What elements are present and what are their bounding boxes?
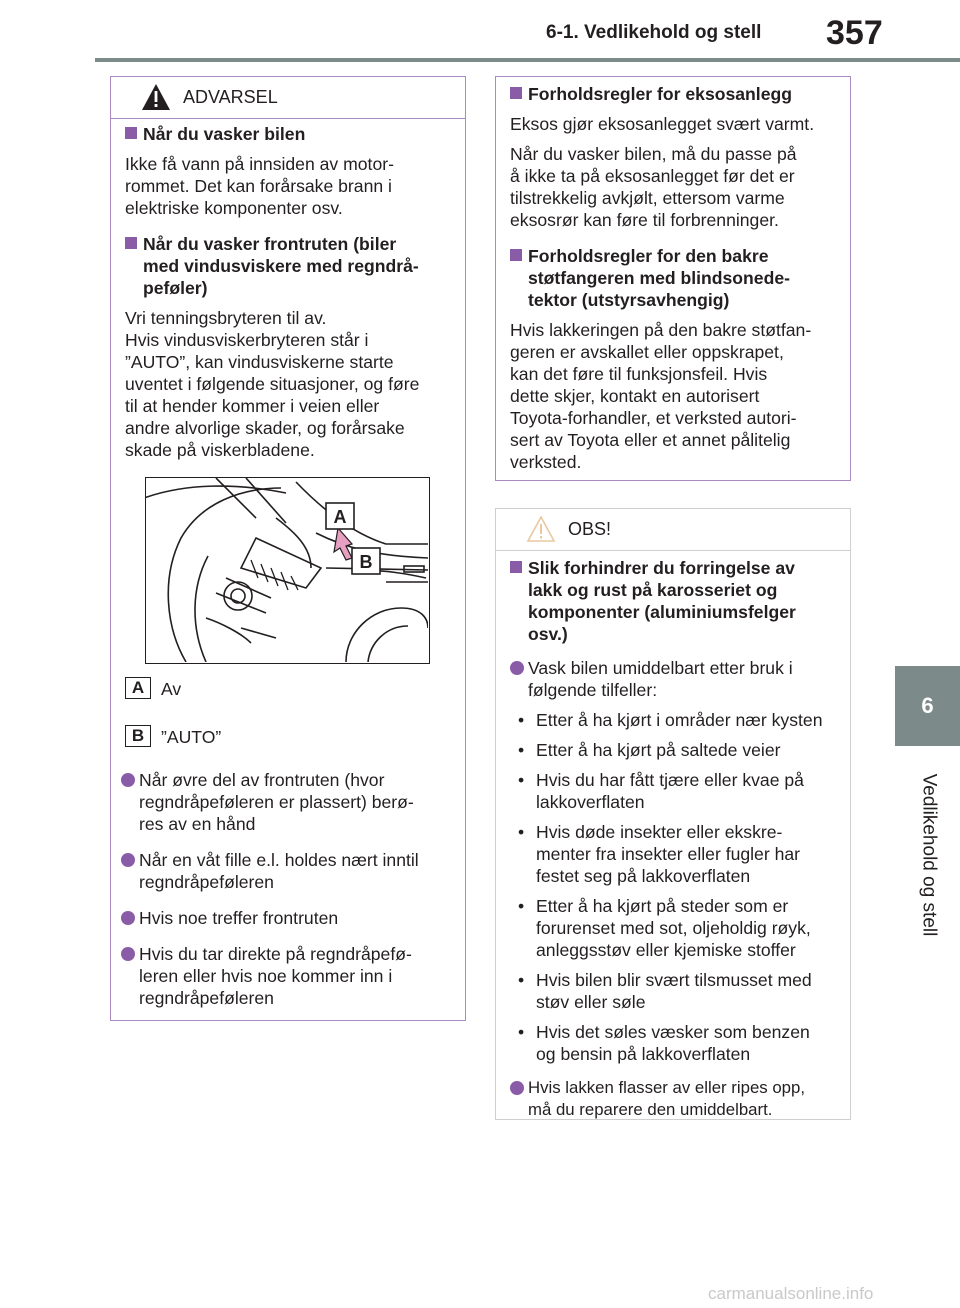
heading-square-icon <box>125 127 137 139</box>
wiper-switch-illustration <box>146 478 428 662</box>
page-number: 357 <box>826 14 883 52</box>
warning-content <box>111 119 465 461</box>
sub-bullet: • Hvis det søles væsker som benzen og bensin på lakkoverflaten <box>518 1022 810 1064</box>
sub-bullet: • Etter å ha kjørt på saltede veier <box>518 740 781 760</box>
chapter-number: 6 <box>921 693 934 718</box>
warning-header <box>111 77 465 119</box>
exhaust-info-box <box>495 76 851 481</box>
heading-washing-car: Når du vasker bilen <box>125 123 451 145</box>
bullet-dot-icon <box>510 661 524 675</box>
exhaust-content <box>496 77 850 473</box>
watermark: carmanualsonline.info <box>708 1284 874 1303</box>
heading-exhaust: Forholdsregler for eksosanlegg <box>510 83 836 105</box>
figure-label-b: B <box>359 552 373 572</box>
heading-square-icon <box>125 237 137 249</box>
bullet-item: Når øvre del av frontruten (hvor regndråpeføleren er plassert) berø- res av en hånd <box>121 769 451 835</box>
warning-title: ADVARSEL <box>183 87 278 107</box>
bullet-dot-icon <box>121 947 135 961</box>
sub-bullet: • Etter å ha kjørt i områder nær kysten <box>518 710 823 730</box>
notice-title: OBS! <box>568 519 612 539</box>
legend-row-b: B ”AUTO” <box>121 725 451 751</box>
notice-content <box>496 551 850 1121</box>
sub-bullet: • Hvis bilen blir svært tilsmusset med støv eller søle <box>518 970 812 1012</box>
caution-triangle-icon <box>526 515 556 543</box>
bullet-item: Hvis noe treffer frontruten <box>121 907 451 929</box>
sub-bullet: • Hvis du har fått tjære eller kvae på lakkoverflaten <box>518 770 804 812</box>
bullet-dot-icon <box>510 1081 524 1095</box>
legend-row-a: A Av <box>121 677 451 703</box>
bullet-item: Hvis lakken flasser av eller ripes opp, må du reparere den umiddelbart. <box>510 1077 836 1121</box>
chapter-side-label <box>898 760 958 950</box>
paragraph: Når du vasker bilen, må du passe på å ikke ta på eksosanlegget før det er tilstrekkelig avkjølt, ettersom varme eksosrør kan føre til forbrenninger. <box>510 144 797 230</box>
heading-square-icon <box>510 249 522 261</box>
notice-box <box>495 508 851 1120</box>
bullet-dot-icon <box>121 853 135 867</box>
figure-legend <box>121 677 451 1009</box>
paragraph: Eksos gjør eksosanlegget svært varmt. <box>510 114 815 134</box>
wiper-switch-figure <box>145 477 430 664</box>
legend-letter: B <box>125 725 151 747</box>
section-title: 6-1. Vedlikehold og stell <box>546 22 762 43</box>
bullet-item: Vask bilen umiddelbart etter bruk i følgende tilfeller: <box>510 657 836 701</box>
figure-label-a: A <box>333 507 347 527</box>
heading-rear-bumper: Forholdsregler for den bakre støtfangeren med blindsonede- tektor (utstyrsavhengig) <box>510 245 836 311</box>
heading-square-icon <box>510 87 522 99</box>
header-rule <box>95 58 960 62</box>
heading-prevent-corrosion: Slik forhindrer du forringelse av lakk og rust på karosseriet og komponenter (aluminiumsfelger osv.) <box>510 557 836 645</box>
heading-square-icon <box>510 561 522 573</box>
notice-header <box>496 509 850 551</box>
bullet-item: Når en våt fille e.l. holdes nært inntil regndråpeføleren <box>121 849 451 893</box>
bullet-dot-icon <box>121 911 135 925</box>
bullet-item: Hvis du tar direkte på regndråpefø- leren eller hvis noe kommer inn i regndråpeføleren <box>121 943 451 1009</box>
heading-washing-windshield: Når du vasker frontruten (biler med vindusviskere med regndrå- peføler) <box>125 233 451 299</box>
paragraph: Hvis lakkeringen på den bakre støtfan- geren er avskallet eller oppskrapet, kan det føre til funksjonsfeil. Hvis dette skjer, kontakt en autorisert Toyota-forhandler, et verksted autori- sert av Toyota eller et annet pålitelig verksted. <box>510 320 812 472</box>
paragraph: Vri tenningsbryteren til av. Hvis vindusviskerbryteren står i ”AUTO”, kan vindusviskerne starte uventet i følgende situasjoner, og føre til at hender kommer i veien eller andre alvorlige skader, og forårsake skade på viskerbladene. <box>125 308 420 460</box>
chapter-label: Vedlikehold og stell <box>918 773 940 937</box>
paragraph: Ikke få vann på innsiden av motor- rommet. Det kan forårsake brann i elektriske komponenter osv. <box>125 154 394 218</box>
bullet-dot-icon <box>121 773 135 787</box>
legend-letter: A <box>125 677 151 699</box>
chapter-tab <box>895 666 960 746</box>
sub-bullet: • Hvis døde insekter eller ekskre- menter fra insekter eller fugler har festet seg på lakkoverflaten <box>518 822 801 886</box>
sub-bullet: • Etter å ha kjørt på steder som er forurenset med sot, oljeholdig røyk, anleggsstøv eller kjemiske stoffer <box>518 896 811 960</box>
warning-triangle-icon <box>141 83 171 111</box>
